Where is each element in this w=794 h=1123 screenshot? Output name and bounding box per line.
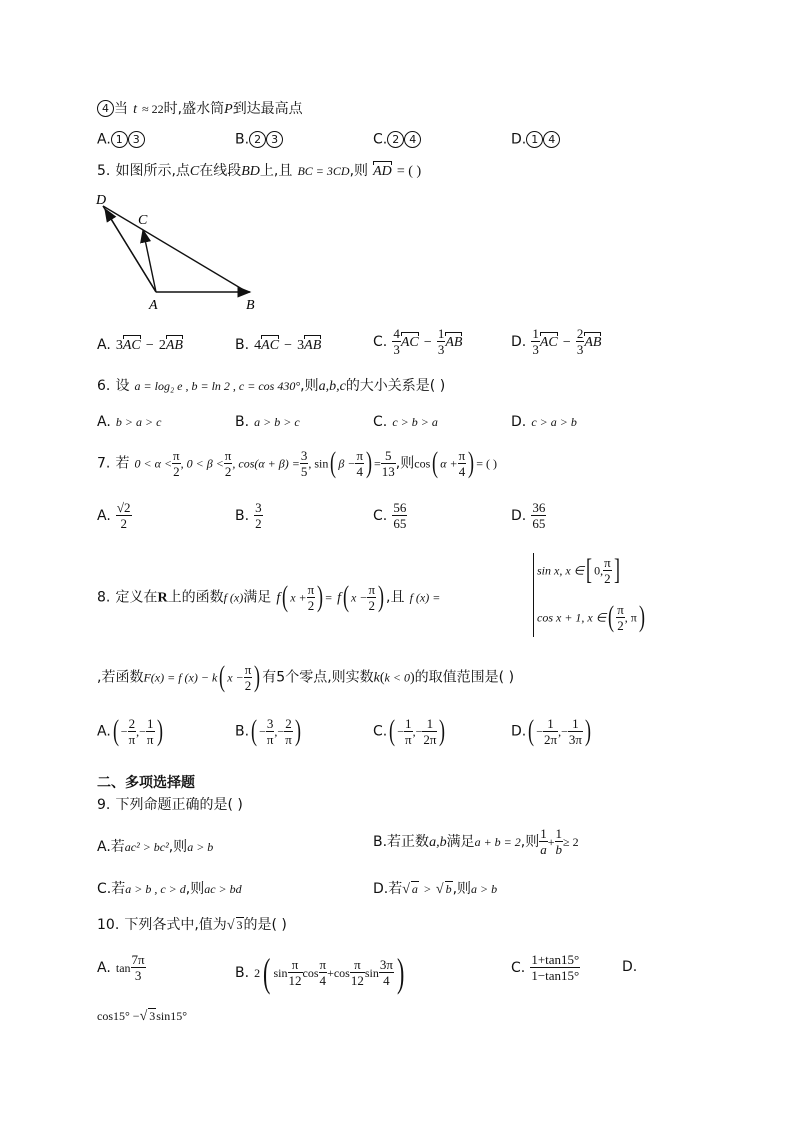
math: a <box>411 882 418 896</box>
q8-stem <box>97 580 440 614</box>
math: f <box>337 590 341 606</box>
q4-option-b[interactable] <box>235 131 283 148</box>
math: − <box>145 338 154 353</box>
label-a: A <box>149 298 158 313</box>
fraction: $\frac{3}{5}$ <box>300 447 308 479</box>
math: a = log₂ e , b = ln 2 , c = cos 430° <box>134 379 301 393</box>
option-letter: A. <box>97 960 111 976</box>
fraction: $\frac{\pi}{4}$ <box>319 957 327 988</box>
paren: ) <box>254 660 261 693</box>
math: = ( ) <box>396 164 422 179</box>
math: ac² > bc² <box>124 840 169 854</box>
q10-option-c[interactable] <box>511 952 580 983</box>
fraction: $\frac{2}{\pi}$ <box>128 715 136 747</box>
q4-option-c[interactable] <box>373 131 421 148</box>
math: 0, <box>594 563 604 578</box>
option-letter: A. <box>97 508 111 524</box>
option-letter: A. <box>97 337 111 353</box>
option-letter: B. <box>235 414 250 430</box>
option-letter: C. <box>373 334 388 350</box>
math: a + b = 2 <box>474 835 521 849</box>
math: β − <box>338 456 356 471</box>
fraction: $\frac{1}{a}$ <box>540 826 547 857</box>
text: 如图所示,点 <box>115 163 190 179</box>
option-letter: D. <box>511 723 527 740</box>
math: cos <box>302 966 319 980</box>
q8-option-a[interactable]: A.( − $\frac{2}{\pi}$ ,− $\frac{1}{\pi}$ ) <box>97 714 163 747</box>
circled-number: 3 <box>266 131 283 148</box>
fraction: $\frac{\pi}{2}$ <box>224 447 232 479</box>
paren: ) <box>317 580 324 613</box>
text: 若 <box>115 455 130 472</box>
q9-option-d[interactable]: D.若√ a > √ b,则a > b <box>373 881 498 897</box>
text: ,则 <box>520 834 540 850</box>
math: 3 <box>297 338 305 353</box>
math: sin x, x ∈ <box>537 563 585 578</box>
paren: ( <box>263 950 271 995</box>
q10-option-d-expr: cos15° −√ 3sin15° <box>97 1009 188 1024</box>
q10-stem: 10. 下列各式中,值为√ 3的是( ) <box>97 917 287 933</box>
math: a,b,c <box>318 379 346 394</box>
text: 满足 <box>446 834 475 850</box>
paren: ( <box>608 600 615 633</box>
paren: ) <box>378 580 385 613</box>
fraction: $\frac{1}{2\pi}$ <box>544 715 558 747</box>
math: α + <box>440 456 458 471</box>
option-letter: B. <box>235 965 250 981</box>
math: f <box>276 590 281 606</box>
question-number: 10. <box>97 917 120 933</box>
q10-option-b[interactable] <box>235 949 407 996</box>
circled-number: 1 <box>526 131 543 148</box>
vector: AC <box>400 335 419 350</box>
option-letter: C. <box>373 414 388 430</box>
text: 当 <box>114 101 128 117</box>
fraction: $\frac{36}{65}$ <box>532 500 546 531</box>
q8-option-d[interactable]: D.( − $\frac{1}{2\pi}$ ,− $\frac{1}{3\pi}$ ) <box>511 714 591 747</box>
vector-ad <box>105 209 156 292</box>
math: > <box>424 882 431 896</box>
question-number: 8. <box>97 589 111 606</box>
q10-option-d[interactable]: D. <box>622 959 638 975</box>
q5-option-a[interactable] <box>97 334 183 354</box>
math: 2 <box>254 966 261 980</box>
math: = ( ) <box>476 456 497 471</box>
text: 有5个零点,则实数 <box>262 669 374 686</box>
paren: ) <box>584 714 591 747</box>
q9-option-c[interactable] <box>97 878 242 898</box>
option-letter: D. <box>511 334 527 350</box>
math: a > b <box>187 840 214 854</box>
text: 的取值范围是( ) <box>414 669 515 686</box>
vector: AB <box>304 338 322 353</box>
vector: AB <box>584 335 602 350</box>
paren: ( <box>251 714 258 747</box>
text: ,则 <box>168 839 188 855</box>
math: ac > bd <box>204 882 242 896</box>
math: x − <box>227 670 244 685</box>
q6-option-a[interactable] <box>97 411 161 430</box>
q10-option-a[interactable] <box>97 952 146 983</box>
math: BD <box>241 164 260 179</box>
math: − <box>284 338 293 353</box>
text: B.若正数 <box>373 834 430 850</box>
option-letter: D. <box>511 414 527 430</box>
q5-option-c[interactable] <box>373 326 462 357</box>
math: ≥ 2 <box>563 835 579 849</box>
text: ,则 <box>300 378 319 394</box>
math: cos <box>414 456 431 471</box>
text: 到达最高点 <box>232 101 303 117</box>
fraction: $\frac{1+\tan 15^\circ}{1-\tan 15^\circ}$ <box>531 952 580 983</box>
math: cos x + 1, x ∈ <box>537 610 607 625</box>
math: , cos(α + β) = <box>232 456 300 471</box>
label-b: B <box>246 298 255 313</box>
triangle-figure <box>92 190 272 315</box>
fraction: $\frac{\pi}{4}$ <box>458 447 466 479</box>
fraction: $\frac{1}{\pi}$ <box>405 715 412 747</box>
q8-case-1 <box>537 553 622 587</box>
circled-number: 4 <box>543 131 560 148</box>
fraction: $\frac{\pi}{2}$ <box>173 447 180 479</box>
fraction: $\frac{\pi}{2}$ <box>604 554 611 586</box>
paren: ( <box>219 660 226 693</box>
text: ,则 <box>452 881 472 897</box>
math: sin <box>364 966 379 980</box>
fraction: $\frac{\pi}{12}$ <box>350 957 364 988</box>
circled-number: 2 <box>249 131 266 148</box>
text: 上,且 <box>259 163 293 179</box>
math: C <box>189 164 200 179</box>
option-letter: D. <box>511 508 527 524</box>
text: 在线段 <box>199 163 242 179</box>
q9-option-a[interactable] <box>97 836 213 856</box>
circled-number: 4 <box>97 100 114 117</box>
math: 2 <box>158 338 166 353</box>
question-number: 6. <box>97 378 111 394</box>
fraction: $\frac{√2}{2}$ <box>116 500 131 531</box>
text: C.若 <box>97 881 126 897</box>
q6-option-c[interactable] <box>373 411 438 430</box>
section-title: 二、多项选择题 <box>97 775 195 791</box>
paren: ) <box>366 446 373 479</box>
math: k < 0 <box>384 670 410 685</box>
fraction: $\frac{\pi}{2}$ <box>244 661 252 693</box>
text: ,且 <box>386 589 405 606</box>
option-letter: B. <box>235 337 250 353</box>
math: f (x) = <box>409 590 441 605</box>
question-number: 9. <box>97 797 111 813</box>
label-d: D <box>96 193 107 208</box>
text: A.若 <box>97 839 125 855</box>
fraction: $\frac{3\pi}{4}$ <box>379 957 393 988</box>
math: a > b <box>471 882 498 896</box>
paren: ( <box>389 714 396 747</box>
vector: AC <box>261 338 280 353</box>
math: = <box>374 456 381 471</box>
math: cos15° − <box>97 1009 140 1023</box>
math: c > b > a <box>392 415 438 429</box>
math: − <box>562 335 571 350</box>
text: D.若 <box>373 881 403 897</box>
fraction: $\frac{1}{b}$ <box>555 826 562 857</box>
math: + <box>327 966 334 980</box>
text: 下列命题正确的是( ) <box>115 797 243 813</box>
circled-number: 3 <box>128 131 145 148</box>
math: 0 < α < <box>134 456 173 471</box>
text: 时,盛水筒 <box>163 101 225 117</box>
q7-option-d[interactable] <box>511 500 546 531</box>
math: k <box>373 670 380 686</box>
fraction: $\frac{3}{\pi}$ <box>266 715 274 747</box>
text: ,若函数 <box>97 669 144 686</box>
text: 的大小关系是( ) <box>345 378 446 394</box>
option-letter: C. <box>373 131 388 148</box>
fraction: $\frac{\pi}{2}$ <box>617 601 624 633</box>
q8-option-c[interactable]: C.( − $\frac{1}{\pi}$ ,− $\frac{1}{2\pi}$ ) <box>373 714 446 747</box>
vector: AB <box>165 338 183 353</box>
math: , 0 < β < <box>180 456 224 471</box>
text: ,则 <box>349 163 369 179</box>
math: , sin <box>308 456 329 471</box>
math: ≈ 22 <box>142 102 164 116</box>
fraction: $\frac{5}{13}$ <box>381 447 395 479</box>
math: c > a > b <box>531 415 577 429</box>
q4-item4-line <box>97 98 303 118</box>
fraction: $\frac{\pi}{2}$ <box>368 581 376 613</box>
math: 3 <box>236 918 243 932</box>
math: , π <box>624 610 637 625</box>
fraction: $\frac{\pi}{12}$ <box>288 957 302 988</box>
math: F(x) = f (x) − k <box>143 670 218 685</box>
fraction: $\frac{2}{3}$ <box>576 326 584 357</box>
fraction: $\frac{1}{3}$ <box>437 326 445 357</box>
math: a,b <box>429 835 447 850</box>
math: 3 <box>149 1009 156 1023</box>
text: 上的函数 <box>167 589 224 606</box>
paren: ( <box>112 714 119 747</box>
text: 的是( ) <box>243 917 287 933</box>
option-letter: B. <box>235 131 250 148</box>
math: f (x) <box>223 590 244 605</box>
q9-stem <box>97 794 243 814</box>
math: P <box>224 102 233 117</box>
q8-line2: ,若函数F(x) = f (x) − k( x − $\frac{\pi}{2}$ ) 有5个零点,则实数k(k < 0)的取值范围是( ) <box>97 660 515 693</box>
math: a > b > c <box>254 415 300 429</box>
vector: AC <box>122 338 141 353</box>
option-letter: A. <box>97 131 111 148</box>
paren: ( <box>528 714 535 747</box>
paren: ) <box>468 446 475 479</box>
math: b <box>445 882 452 896</box>
option-letter: C. <box>373 723 388 740</box>
paren: ( <box>432 446 439 479</box>
math: x − <box>351 590 368 605</box>
math: = <box>325 590 333 605</box>
math: b > a > c <box>115 415 162 429</box>
paren: ) <box>156 714 163 747</box>
q7-stem <box>97 446 497 480</box>
option-letter: A. <box>97 723 111 740</box>
text: 定义在 <box>115 589 158 606</box>
math: x + <box>290 590 307 605</box>
question-number: 5. <box>97 163 111 179</box>
fraction: $\frac{7\pi}{3}$ <box>131 952 145 983</box>
fraction: $\frac{4}{3}$ <box>393 326 400 357</box>
question-number: 7. <box>97 455 111 472</box>
q8-option-b[interactable]: B.( − $\frac{3}{\pi}$ ,− $\frac{2}{\pi}$ ) <box>235 714 301 747</box>
fraction: $\frac{\pi}{2}$ <box>307 581 315 613</box>
q4-option-d[interactable] <box>511 131 560 148</box>
text: 设 <box>115 378 130 394</box>
fraction: $\frac{1}{2\pi}$ <box>423 715 437 747</box>
q5-stem <box>97 160 421 180</box>
option-letter: C. <box>373 508 388 524</box>
math: t <box>133 102 137 117</box>
math: 4 <box>254 338 262 353</box>
text: 满足 <box>243 589 272 606</box>
q6-option-b[interactable] <box>235 411 300 430</box>
text: ,则 <box>395 455 415 472</box>
fraction: $\frac{56}{65}$ <box>393 500 407 531</box>
fraction: $\frac{1}{3\pi}$ <box>568 715 582 747</box>
q6-stem <box>97 375 445 395</box>
q6-option-d[interactable] <box>511 411 577 430</box>
q7-option-a[interactable] <box>97 500 132 531</box>
math: + <box>547 835 555 849</box>
q4-option-a[interactable] <box>97 131 145 148</box>
text: ,则 <box>185 881 205 897</box>
q7-option-b[interactable] <box>235 500 263 531</box>
math: sin15° <box>156 1009 188 1023</box>
fraction: $\frac{1}{3}$ <box>532 326 539 357</box>
circled-number: 4 <box>404 131 421 148</box>
q5-option-b[interactable] <box>235 334 321 354</box>
option-letter: C. <box>511 960 526 976</box>
q9-option-b[interactable] <box>373 826 579 857</box>
paren: ( <box>282 580 289 613</box>
paren: ) <box>396 950 405 995</box>
option-letter: B. <box>235 723 250 740</box>
fraction: $\frac{\pi}{4}$ <box>356 447 364 479</box>
circled-number: 1 <box>111 131 128 148</box>
circled-number: 2 <box>387 131 404 148</box>
math: tan <box>115 961 131 975</box>
segment-db <box>103 206 247 292</box>
fraction: $\frac{2}{\pi}$ <box>285 715 292 747</box>
math: BC = 3CD <box>297 164 350 178</box>
math: − <box>423 335 432 350</box>
text: 下列各式中,值为 <box>124 917 227 933</box>
vector: AC <box>539 335 558 350</box>
math: 3 <box>115 338 123 353</box>
paren: ( <box>330 446 337 479</box>
math: R <box>157 590 168 606</box>
paren: ) <box>439 714 446 747</box>
paren: ) <box>638 600 645 633</box>
q5-option-d[interactable] <box>511 326 601 357</box>
option-letter: D. <box>511 131 527 148</box>
vector: AD <box>373 164 392 179</box>
paren: ) <box>294 714 301 747</box>
paren: ( <box>343 580 349 613</box>
option-letter: B. <box>235 508 250 524</box>
q7-option-c[interactable] <box>373 500 407 531</box>
math: a > b , c > d <box>125 882 186 896</box>
q8-case-2 <box>537 600 647 634</box>
fraction: $\frac{1}{\pi}$ <box>146 715 154 747</box>
option-letter: A. <box>97 414 111 430</box>
bracket: [ <box>586 553 593 586</box>
vector: AB <box>445 335 463 350</box>
bracket: ] <box>613 553 620 586</box>
math: sin <box>273 966 288 980</box>
label-c: C <box>138 213 148 228</box>
fraction: $\frac{3}{2}$ <box>255 500 262 531</box>
math: cos <box>333 966 350 980</box>
